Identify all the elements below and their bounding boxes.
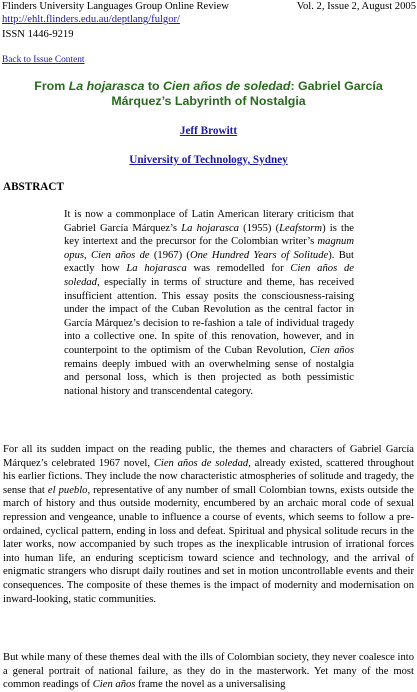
author-link[interactable]: Jeff Browitt xyxy=(179,125,238,137)
back-to-issue-link[interactable]: Back to Issue Content xyxy=(2,55,85,65)
body-paragraph-2: But while many of these themes deal with the ills of Colombian society, they never coalesce into a general portrait of national failure, as they do in the masterwork. Yet many of the most common readings of Cien años frame the novel as a universalising xyxy=(3,652,414,691)
journal-name: Flinders University Languages Group Online Review xyxy=(2,1,229,12)
article-title: From La hojarasca to Cien años de soledad: Gabriel García Márquez’s Labyrinth of Nostalgia xyxy=(34,79,383,108)
abstract-heading: ABSTRACT xyxy=(3,181,64,193)
abstract-text: It is now a commonplace of Latin American literary criticism that Gabriel García Márquez’s La hojarasca (1955) (Leafstorm) is the key intertext and the precursor for the Colombian writer’s magnum opus, Cien años de (1967) (One Hundred Years of Solitude). But exactly how La hojarasca was remodelled for Cien años de soledad, especially in terms of structure and theme, has received insufficient attention. This essay posits the consciousness-raising under the impact of the Cuban Revolution as the central factor in García Márquez’s decision to re-fashion a tale of individual tragedy into a collective one. In spite of this renovation, however, and in counterpoint to the optimism of the Cuban Revolution, Cien años remains deeply imbued with an overwhelming sense of nostalgia and personal loss, which is then projected as both pessimistic national history and transcendental category. xyxy=(64,209,354,397)
body-paragraph-1: For all its sudden impact on the reading public, the themes and characters of Gabriel García Márquez’s celebrated 1967 novel, Cien años de soledad, already existed, scattered throughout his earlier fictions. They include the now characteristic atmospheries of solitude and tragedy, the sense that el pueblo, representative of any number of small Colombian towns, exists outside the march of history and thus outside modernity, encumbered by an archaic moral code of sexual repression and vengeance, unable to influence a course of events, which seems to follow a pre-ordained, cyclical pattern, ending in loss and defeat. Spiritual and physical solitude recurs in the later works, now accompanied by such tropes as the inexplicable intrusion of irrational forces into human life, an enduring scepticism toward science and technology, and the arrival of enigmatic strangers who disrupt daily routines and set in motion uncontrollable events and their consequences. The composite of these themes is the impact of modernity and modernisation on inward-looking, static communities. xyxy=(3,444,415,605)
affiliation-link[interactable]: University of Technology, Sydney xyxy=(129,154,288,166)
issn: ISSN 1446-9219 xyxy=(2,29,74,40)
journal-url-link[interactable]: http://ehlt.flinders.edu.au/deptlang/fulgor/ xyxy=(2,14,180,25)
volume-issue: Vol. 2, Issue 2, August 2005 xyxy=(296,1,416,12)
